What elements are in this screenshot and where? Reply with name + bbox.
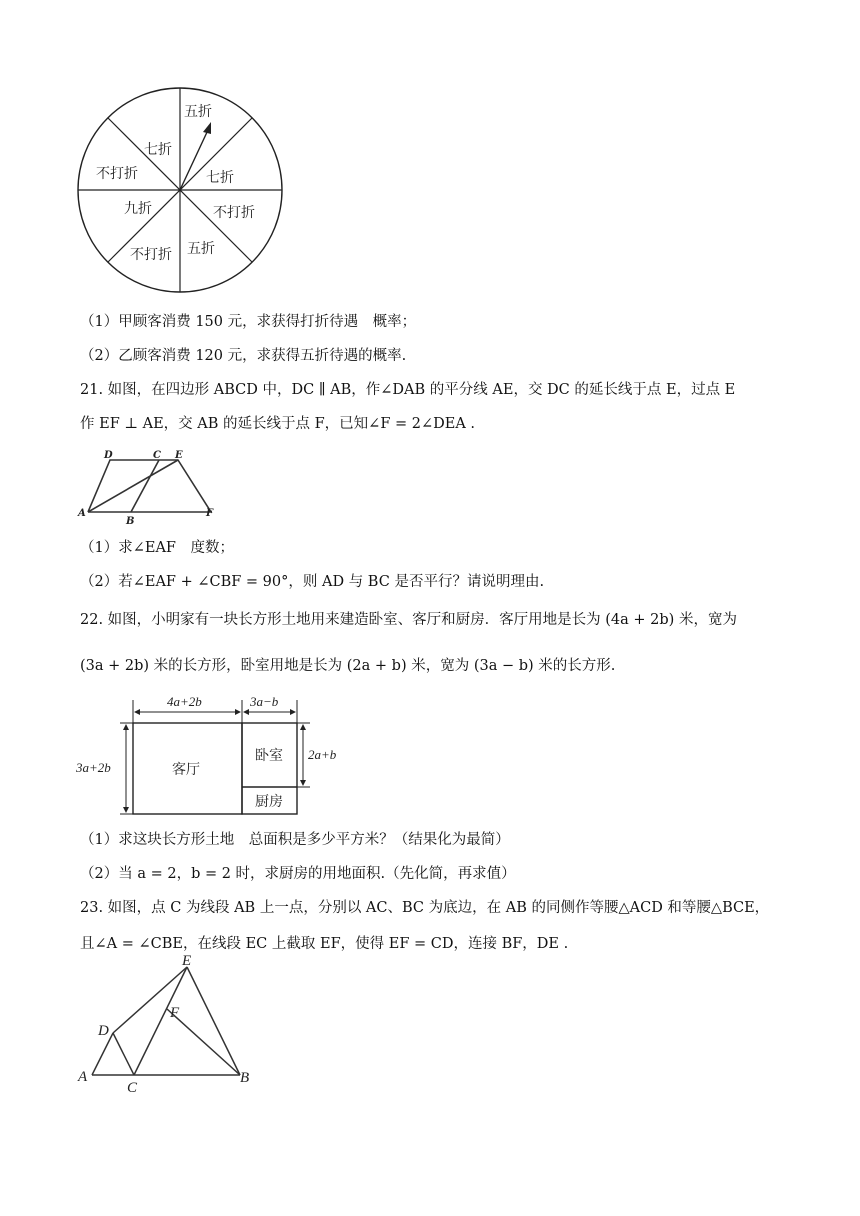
q21-sub2: （2）若∠EAF + ∠CBF = 90°，则 AD 与 BC 是否平行？请说明理由. [80, 574, 545, 590]
q20-sub2: （2）乙顾客消费 120 元，求获得五折待遇的概率. [80, 348, 407, 364]
dim-top-left: 4a+2b [167, 694, 202, 709]
q21-label-C: C [153, 450, 161, 461]
q21-label-F: F [206, 508, 214, 519]
q21-sub1: （1）求∠EAF 度数； [80, 540, 234, 556]
q23-label-E: E [182, 953, 192, 969]
sector-label: 九折 [124, 201, 152, 217]
dim-right: 2a+b [308, 747, 337, 762]
sector-label: 不打折 [213, 205, 255, 221]
sector-label: 五折 [184, 104, 212, 120]
q23-label-D: D [98, 1023, 109, 1039]
q22-stem-line2: (3a + 2b) 米的长方形，卧室用地是长为 (2a + b) 米，宽为 (3a − b) 米的长方形. [80, 658, 616, 674]
q21-label-A: A [78, 508, 86, 519]
q22-sub1: （1）求这块长方形土地 总面积是多少平方米？（结果化为最简） [80, 832, 510, 848]
sector-label: 不打折 [96, 166, 138, 182]
q22-sub2: （2）当 a = 2，b = 2 时，求厨房的用地面积.（先化简，再求值） [80, 866, 516, 882]
bedroom-label: 卧室 [255, 748, 283, 764]
living-room-label: 客厅 [172, 762, 200, 778]
q23-stem-line2: 且∠A = ∠CBE，在线段 EC 上截取 EF，使得 EF = CD，连接 BF，DE . [80, 936, 569, 952]
q21-stem-line1: 21. 如图，在四边形 ABCD 中，DC ∥ AB，作∠DAB 的平分线 AE，交 DC 的延长线于点 E，过点 E [80, 382, 736, 398]
sector-label: 五折 [187, 241, 215, 257]
q23-label-B: B [240, 1070, 250, 1086]
q21-label-D: D [104, 450, 113, 461]
q23-label-C: C [127, 1080, 138, 1096]
q22-floorplan-figure [72, 690, 352, 820]
q21-label-E: E [175, 450, 183, 461]
q23-label-A: A [78, 1069, 88, 1085]
q23-triangles-figure [74, 955, 264, 1095]
sector-label: 七折 [144, 142, 172, 158]
sector-label: 不打折 [130, 247, 172, 263]
q23-stem-line1: 23. 如图，点 C 为线段 AB 上一点，分别以 AC、BC 为底边，在 AB 的同侧作等腰△ACD 和等腰△BCE， [80, 900, 770, 916]
q21-quadrilateral-figure [76, 446, 221, 528]
dim-left: 3a+2b [76, 760, 111, 775]
sector-label: 七折 [206, 170, 234, 186]
dim-top-right: 3a−b [250, 694, 279, 709]
q23-label-F: F [170, 1005, 180, 1021]
q20-sub1: （1）甲顾客消费 150 元，求获得打折待遇 概率； [80, 314, 417, 330]
kitchen-label: 厨房 [255, 794, 283, 810]
q22-stem-line1: 22. 如图，小明家有一块长方形土地用来建造卧室、客厅和厨房．客厅用地是长为 (4a + 2b) 米，宽为 [80, 612, 737, 628]
spinner-wheel-figure [70, 86, 295, 296]
q21-label-B: B [126, 516, 135, 527]
q21-stem-line2: 作 EF ⊥ AE，交 AB 的延长线于点 F，已知∠F = 2∠DEA . [80, 416, 476, 432]
